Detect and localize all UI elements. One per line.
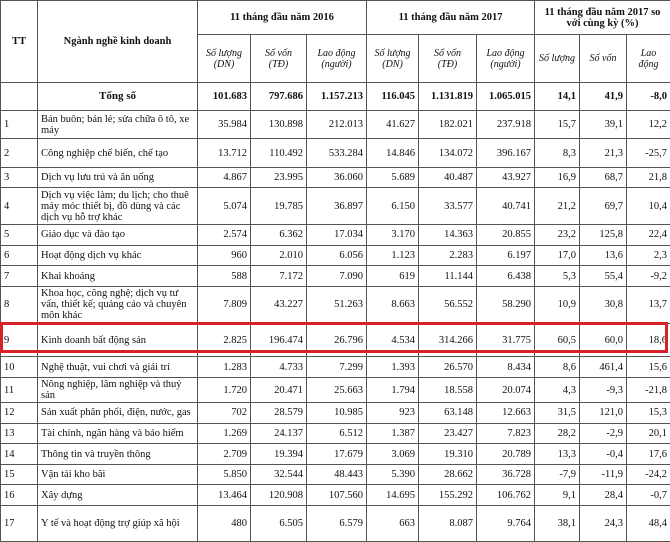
row-tt: 15 [1, 464, 38, 485]
row-value-cell: -9,3 [580, 378, 627, 403]
row-industry-name: Bán buôn; bán lẻ; sửa chữa ô tô, xe máy [38, 111, 198, 139]
row-value-cell: 69,7 [580, 188, 627, 225]
row-value-cell: 60,0 [580, 323, 627, 357]
row-industry-name: Sản xuất phân phối, điện, nước, gas [38, 403, 198, 424]
row-value-cell: 212.013 [307, 111, 367, 139]
row-tt: 1 [1, 111, 38, 139]
row-value-cell: 923 [367, 403, 419, 424]
row-value-cell: 2.010 [251, 245, 307, 266]
row-industry-name: Công nghiệp chế biến, chế tạo [38, 139, 198, 167]
row-value-cell: 17,0 [535, 245, 580, 266]
row-value-cell: 13,6 [580, 245, 627, 266]
row-value-cell: 5.390 [367, 464, 419, 485]
row-value-cell: 20.855 [477, 225, 535, 246]
total-cell: 41,9 [580, 83, 627, 111]
row-industry-name: Nghệ thuật, vui chơi và giải trí [38, 357, 198, 378]
row-value-cell: 7.809 [198, 286, 251, 323]
sub-header-count-2016: Số lượng (DN) [198, 35, 251, 83]
row-value-cell: 28,4 [580, 485, 627, 506]
row-industry-name: Dịch vụ lưu trú và ăn uống [38, 167, 198, 188]
row-tt: 5 [1, 225, 38, 246]
row-value-cell: 6.438 [477, 266, 535, 287]
total-cell: 797.686 [251, 83, 307, 111]
row-value-cell: 19.394 [251, 444, 307, 465]
row-industry-name: Dịch vụ việc làm; du lịch; cho thuê máy móc thiết bị, đồ dùng và các dịch vụ hỗ trợ khác [38, 188, 198, 225]
row-value-cell: 12.663 [477, 403, 535, 424]
row-value-cell: 30,8 [580, 286, 627, 323]
row-value-cell: -2,9 [580, 423, 627, 444]
row-industry-name: Khoa học, công nghệ; dịch vụ tư vấn, thiết kế; quảng cáo và chuyên môn khác [38, 286, 198, 323]
row-tt: 4 [1, 188, 38, 225]
row-value-cell: -7,9 [535, 464, 580, 485]
row-value-cell: 24.137 [251, 423, 307, 444]
row-value-cell: 8.663 [367, 286, 419, 323]
row-value-cell: 5.689 [367, 167, 419, 188]
row-value-cell: 9.764 [477, 506, 535, 542]
row-value-cell: 48.443 [307, 464, 367, 485]
col-header-tt: TT [1, 1, 38, 83]
row-value-cell: 533.284 [307, 139, 367, 167]
sub-header-count-2017: Số lượng (DN) [367, 35, 419, 83]
row-value-cell: 13,3 [535, 444, 580, 465]
row-tt: 8 [1, 286, 38, 323]
row-value-cell: -25,7 [627, 139, 670, 167]
row-value-cell: 2.574 [198, 225, 251, 246]
col-header-industry: Ngành nghề kinh doanh [38, 1, 198, 83]
row-value-cell: 16,9 [535, 167, 580, 188]
total-cell: 101.683 [198, 83, 251, 111]
row-value-cell: 39,1 [580, 111, 627, 139]
row-tt: 14 [1, 444, 38, 465]
row-value-cell: 43.927 [477, 167, 535, 188]
row-value-cell: 125,8 [580, 225, 627, 246]
row-tt: 3 [1, 167, 38, 188]
row-value-cell: 11.144 [419, 266, 477, 287]
row-value-cell: 17.679 [307, 444, 367, 465]
row-industry-name: Hoạt động dịch vụ khác [38, 245, 198, 266]
table-row [1, 423, 670, 444]
row-value-cell: 22,4 [627, 225, 670, 246]
total-cell: -8,0 [627, 83, 670, 111]
header-row-groups [1, 1, 670, 35]
row-value-cell: 36.897 [307, 188, 367, 225]
total-cell: 1.065.015 [477, 83, 535, 111]
row-value-cell: 1.387 [367, 423, 419, 444]
row-value-cell: 3.069 [367, 444, 419, 465]
row-value-cell: 19.310 [419, 444, 477, 465]
row-value-cell: 121,0 [580, 403, 627, 424]
row-tt: 2 [1, 139, 38, 167]
row-value-cell: 20.789 [477, 444, 535, 465]
row-value-cell: 6.579 [307, 506, 367, 542]
row-industry-name: Thông tin và truyền thông [38, 444, 198, 465]
row-value-cell: 40.741 [477, 188, 535, 225]
row-value-cell: 106.762 [477, 485, 535, 506]
row-value-cell: 619 [367, 266, 419, 287]
row-value-cell: -11,9 [580, 464, 627, 485]
row-industry-name: Khai khoáng [38, 266, 198, 287]
total-cell: 14,1 [535, 83, 580, 111]
table-row [1, 188, 670, 225]
row-value-cell: -24,2 [627, 464, 670, 485]
row-value-cell: 3.170 [367, 225, 419, 246]
row-tt: 6 [1, 245, 38, 266]
table-row [1, 506, 670, 542]
row-value-cell: 20,1 [627, 423, 670, 444]
row-industry-name: Xây dựng [38, 485, 198, 506]
row-value-cell: 18.558 [419, 378, 477, 403]
group-header-pct: 11 tháng đầu năm 2017 so với cùng kỳ (%) [535, 1, 670, 35]
row-value-cell: 1.794 [367, 378, 419, 403]
row-value-cell: 8.434 [477, 357, 535, 378]
row-value-cell: 1.393 [367, 357, 419, 378]
row-value-cell: 19.785 [251, 188, 307, 225]
total-cell: 1.131.819 [419, 83, 477, 111]
row-value-cell: 20.074 [477, 378, 535, 403]
row-value-cell: 40.487 [419, 167, 477, 188]
row-value-cell: 55,4 [580, 266, 627, 287]
row-value-cell: 6.512 [307, 423, 367, 444]
row-value-cell: 663 [367, 506, 419, 542]
row-value-cell: 2,3 [627, 245, 670, 266]
table-row [1, 357, 670, 378]
row-value-cell: 5,3 [535, 266, 580, 287]
row-value-cell: 13.712 [198, 139, 251, 167]
row-value-cell: 10,4 [627, 188, 670, 225]
row-value-cell: 35.984 [198, 111, 251, 139]
row-value-cell: 12,2 [627, 111, 670, 139]
row-value-cell: -9,2 [627, 266, 670, 287]
group-header-2016: 11 tháng đầu năm 2016 [198, 1, 367, 35]
row-value-cell: 1.123 [367, 245, 419, 266]
table-row [1, 323, 670, 357]
row-tt: 17 [1, 506, 38, 542]
row-value-cell: 23.995 [251, 167, 307, 188]
table-row [1, 378, 670, 403]
sub-header-capital-2017: Số vốn (TĐ) [419, 35, 477, 83]
total-label: Tổng số [38, 83, 198, 111]
row-tt: 16 [1, 485, 38, 506]
row-value-cell: 56.552 [419, 286, 477, 323]
table-row [1, 266, 670, 287]
row-value-cell: 51.263 [307, 286, 367, 323]
row-value-cell: 6.505 [251, 506, 307, 542]
row-value-cell: 63.148 [419, 403, 477, 424]
row-value-cell: 5.074 [198, 188, 251, 225]
row-value-cell: 38,1 [535, 506, 580, 542]
row-value-cell: 130.898 [251, 111, 307, 139]
sub-header-pct-count: Số lượng [535, 35, 580, 83]
table-row [1, 139, 670, 167]
row-industry-name: Y tế và hoạt động trợ giúp xã hội [38, 506, 198, 542]
row-value-cell: 134.072 [419, 139, 477, 167]
row-value-cell: 8.087 [419, 506, 477, 542]
row-value-cell: 26.570 [419, 357, 477, 378]
row-value-cell: 4.534 [367, 323, 419, 357]
row-value-cell: 28.579 [251, 403, 307, 424]
row-value-cell: 4.867 [198, 167, 251, 188]
row-industry-name: Tài chính, ngân hàng và bảo hiểm [38, 423, 198, 444]
row-industry-name: Vận tải kho bãi [38, 464, 198, 485]
table-row [1, 444, 670, 465]
row-value-cell: 2.283 [419, 245, 477, 266]
row-value-cell: 1.720 [198, 378, 251, 403]
row-tt: 11 [1, 378, 38, 403]
row-value-cell: 26.796 [307, 323, 367, 357]
row-value-cell: 28,2 [535, 423, 580, 444]
row-value-cell: 6.056 [307, 245, 367, 266]
row-value-cell: 8,6 [535, 357, 580, 378]
row-value-cell: 23,2 [535, 225, 580, 246]
row-value-cell: 36.060 [307, 167, 367, 188]
row-value-cell: 21,8 [627, 167, 670, 188]
row-value-cell: 6.150 [367, 188, 419, 225]
row-value-cell: 10.985 [307, 403, 367, 424]
row-value-cell: 17,6 [627, 444, 670, 465]
row-value-cell: 68,7 [580, 167, 627, 188]
row-value-cell: 1.269 [198, 423, 251, 444]
sub-header-pct-labor: Lao động [627, 35, 670, 83]
row-value-cell: 480 [198, 506, 251, 542]
row-value-cell: 14.363 [419, 225, 477, 246]
total-cell: 116.045 [367, 83, 419, 111]
table-row [1, 403, 670, 424]
sub-header-labor-2016: Lao động (người) [307, 35, 367, 83]
row-value-cell: 6.197 [477, 245, 535, 266]
row-value-cell: 155.292 [419, 485, 477, 506]
row-tt: 10 [1, 357, 38, 378]
total-cell: 1.157.213 [307, 83, 367, 111]
row-value-cell: 31,5 [535, 403, 580, 424]
row-value-cell: -0,7 [627, 485, 670, 506]
row-value-cell: 314.266 [419, 323, 477, 357]
row-value-cell: -21,8 [627, 378, 670, 403]
row-value-cell: 396.167 [477, 139, 535, 167]
row-value-cell: 36.728 [477, 464, 535, 485]
row-value-cell: 58.290 [477, 286, 535, 323]
row-value-cell: 13.464 [198, 485, 251, 506]
row-value-cell: 15,6 [627, 357, 670, 378]
row-tt: 7 [1, 266, 38, 287]
row-value-cell: 2.825 [198, 323, 251, 357]
total-tt [1, 83, 38, 111]
row-tt: 12 [1, 403, 38, 424]
row-value-cell: 14.695 [367, 485, 419, 506]
row-value-cell: 28.662 [419, 464, 477, 485]
row-industry-name: Nông nghiệp, lâm nghiệp và thuỷ sản [38, 378, 198, 403]
row-tt: 13 [1, 423, 38, 444]
row-value-cell: 33.577 [419, 188, 477, 225]
row-value-cell: 4,3 [535, 378, 580, 403]
row-industry-name: Giáo dục và đào tạo [38, 225, 198, 246]
group-header-2017: 11 tháng đầu năm 2017 [367, 1, 535, 35]
row-value-cell: 21,3 [580, 139, 627, 167]
row-value-cell: 13,7 [627, 286, 670, 323]
row-value-cell: 182.021 [419, 111, 477, 139]
row-value-cell: 196.474 [251, 323, 307, 357]
row-value-cell: 20.471 [251, 378, 307, 403]
table-row [1, 167, 670, 188]
table-row [1, 286, 670, 323]
row-value-cell: 7.299 [307, 357, 367, 378]
row-value-cell: 7.823 [477, 423, 535, 444]
row-value-cell: 1.283 [198, 357, 251, 378]
sub-header-capital-2016: Số vốn (TĐ) [251, 35, 307, 83]
row-value-cell: 32.544 [251, 464, 307, 485]
row-value-cell: 702 [198, 403, 251, 424]
row-value-cell: 2.709 [198, 444, 251, 465]
row-value-cell: 588 [198, 266, 251, 287]
row-value-cell: 48,4 [627, 506, 670, 542]
row-value-cell: 31.775 [477, 323, 535, 357]
row-tt: 9 [1, 323, 38, 357]
table-row [1, 464, 670, 485]
row-value-cell: 21,2 [535, 188, 580, 225]
row-value-cell: 7.172 [251, 266, 307, 287]
sub-header-labor-2017: Lao động (người) [477, 35, 535, 83]
row-value-cell: 18,6 [627, 323, 670, 357]
sub-header-pct-capital: Số vốn [580, 35, 627, 83]
row-industry-name: Kinh doanh bất động sản [38, 323, 198, 357]
row-value-cell: 60,5 [535, 323, 580, 357]
row-value-cell: 5.850 [198, 464, 251, 485]
row-value-cell: 110.492 [251, 139, 307, 167]
row-value-cell: 41.627 [367, 111, 419, 139]
total-row [1, 83, 670, 111]
row-value-cell: 8,3 [535, 139, 580, 167]
row-value-cell: -0,4 [580, 444, 627, 465]
row-value-cell: 15,3 [627, 403, 670, 424]
row-value-cell: 10,9 [535, 286, 580, 323]
row-value-cell: 120.908 [251, 485, 307, 506]
row-value-cell: 15,7 [535, 111, 580, 139]
row-value-cell: 25.663 [307, 378, 367, 403]
row-value-cell: 43.227 [251, 286, 307, 323]
row-value-cell: 7.090 [307, 266, 367, 287]
row-value-cell: 4.733 [251, 357, 307, 378]
row-value-cell: 9,1 [535, 485, 580, 506]
table-row [1, 485, 670, 506]
row-value-cell: 14.846 [367, 139, 419, 167]
row-value-cell: 17.034 [307, 225, 367, 246]
row-value-cell: 23.427 [419, 423, 477, 444]
table-row [1, 111, 670, 139]
table-row [1, 225, 670, 246]
row-value-cell: 107.560 [307, 485, 367, 506]
row-value-cell: 24,3 [580, 506, 627, 542]
table-body [1, 83, 670, 542]
row-value-cell: 6.362 [251, 225, 307, 246]
row-value-cell: 237.918 [477, 111, 535, 139]
table-row [1, 245, 670, 266]
row-value-cell: 461,4 [580, 357, 627, 378]
row-value-cell: 960 [198, 245, 251, 266]
